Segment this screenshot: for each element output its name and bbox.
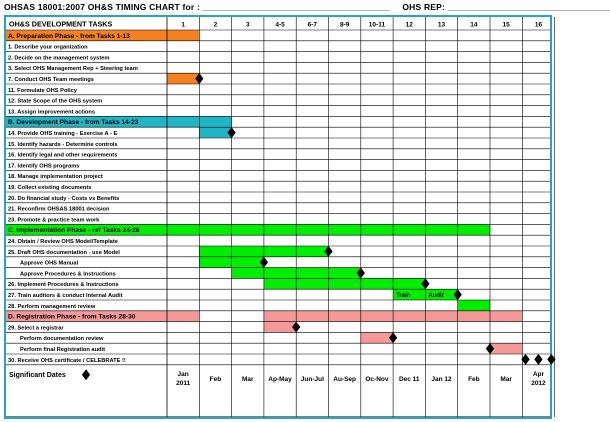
task-label: 3. Select OHS Management Rep + Steering team [8, 66, 138, 73]
chart-header [4, 2, 610, 12]
month-label: Feb [209, 375, 222, 383]
month-label: Dec 11 [398, 375, 420, 383]
column-number: 3 [245, 21, 250, 29]
task-label: Approve OHS Manual [20, 260, 79, 267]
task-label: 16. Identify legal and other requirements [8, 152, 118, 159]
bar-label: Train [396, 293, 411, 299]
task-label: 20. Do financial study - Costs vs Benefits [8, 195, 120, 202]
task-label: 29. Select a registrar [8, 325, 64, 332]
bar-label: Audit [428, 293, 444, 299]
month-label: Ap-May [268, 375, 292, 383]
column-number: 10-11 [368, 21, 386, 29]
month-label: Jan [177, 370, 189, 378]
task-label: 11. Formulate OHS Policy [8, 87, 77, 94]
task-label: 23. Promote & practice team work [8, 217, 100, 224]
task-label: 14. Provide OHS training - Exercise A - E [8, 131, 118, 137]
milestone-diamond [534, 354, 542, 365]
task-bar [199, 224, 490, 235]
timing-chart-grid [6, 17, 550, 417]
task-label: Approve Procedures & Instructions [20, 271, 116, 278]
milestone-diamond [547, 354, 555, 365]
task-label: C. Implementation Phase - ref Tasks 24-28 [8, 227, 140, 235]
column-number: 8-9 [339, 21, 350, 29]
month-label: Feb [468, 375, 480, 383]
task-label: Perform documentation review [20, 336, 104, 343]
significant-dates-label: Significant Dates [9, 371, 66, 379]
month-label: 2011 [176, 379, 191, 387]
timing-chart [4, 15, 552, 419]
column-number: 4-5 [275, 21, 285, 29]
task-bar [167, 224, 199, 235]
month-label: Jan 12 [431, 375, 452, 383]
column-number: 16 [534, 21, 543, 29]
month-label: Au-Sep [333, 375, 357, 383]
task-bar [167, 30, 199, 41]
month-label: 2012 [531, 379, 546, 387]
task-bar [264, 278, 426, 289]
task-label: 1. Describe your organization [8, 44, 88, 51]
task-label: A. Preparation Phase - from Tasks 1-13 [8, 32, 130, 40]
task-bar [361, 332, 393, 343]
task-label: 21. Reconfirm OHSAS 18001 decision [8, 206, 110, 213]
task-bar [199, 127, 231, 138]
task-label: 19. Collect existing documents [8, 185, 92, 191]
task-label: 17. Identify OHS programs [8, 163, 80, 170]
milestone-diamond [521, 354, 529, 365]
task-label: 25. Draft OHS documentation - use Model [8, 249, 120, 256]
month-label: Oc-Nov [365, 375, 389, 383]
task-label: 30. Receive OHS certificate / CELEBRATE !! [8, 357, 126, 364]
task-bar [167, 311, 199, 322]
month-label: Mar [241, 375, 254, 383]
task-label: 13. Assign improvement actions [8, 109, 96, 116]
month-label: Mar [500, 375, 512, 383]
task-label: 7. Conduct OHS Team meetings [8, 77, 94, 83]
milestone-diamond [82, 369, 90, 380]
task-label: 12. State Scope of the OHS system [8, 98, 103, 105]
task-label: 27. Train auditors & conduct Internal Audit [8, 293, 123, 299]
task-bar [490, 343, 522, 354]
column-number: 14 [470, 21, 478, 29]
task-label: Perform final Registration audit [20, 347, 106, 353]
task-label: 26. Implement Procedures & Instructions [8, 282, 119, 289]
chart-title: OHSAS 18001:2007 OH&S TIMING CHART for : ______________________________________ [4, 2, 390, 12]
column-number: 1 [181, 21, 185, 29]
task-bar [167, 73, 199, 84]
task-label: B. Development Phase - from Tasks 14-23 [8, 119, 139, 127]
task-bar [458, 300, 490, 311]
task-label: D. Registration Phase - from Tasks 28-30 [8, 313, 136, 321]
month-label: Apr [532, 370, 545, 378]
column-number: 12 [405, 21, 413, 29]
task-header: OH&S DEVELOPMENT TASKS [9, 19, 113, 29]
task-bar [264, 322, 296, 333]
task-label: 2. Decide on the management system [8, 55, 110, 62]
task-label: 24. Obtain / Review OHS Model/Template [8, 239, 118, 245]
column-number: 15 [502, 21, 510, 29]
column-number: 2 [213, 21, 218, 29]
month-label: Jun-Jul [300, 375, 324, 383]
column-number: 13 [437, 21, 446, 29]
task-label: 15. Identify hazards - Determine controls [8, 141, 118, 148]
ohs-rep-field[interactable]: OHS REP: _________________________________ [402, 2, 610, 12]
column-number: 6-7 [307, 21, 318, 29]
task-label: 28. Perform management review [8, 303, 96, 310]
task-label: 18. Manage implementation project [8, 174, 103, 181]
